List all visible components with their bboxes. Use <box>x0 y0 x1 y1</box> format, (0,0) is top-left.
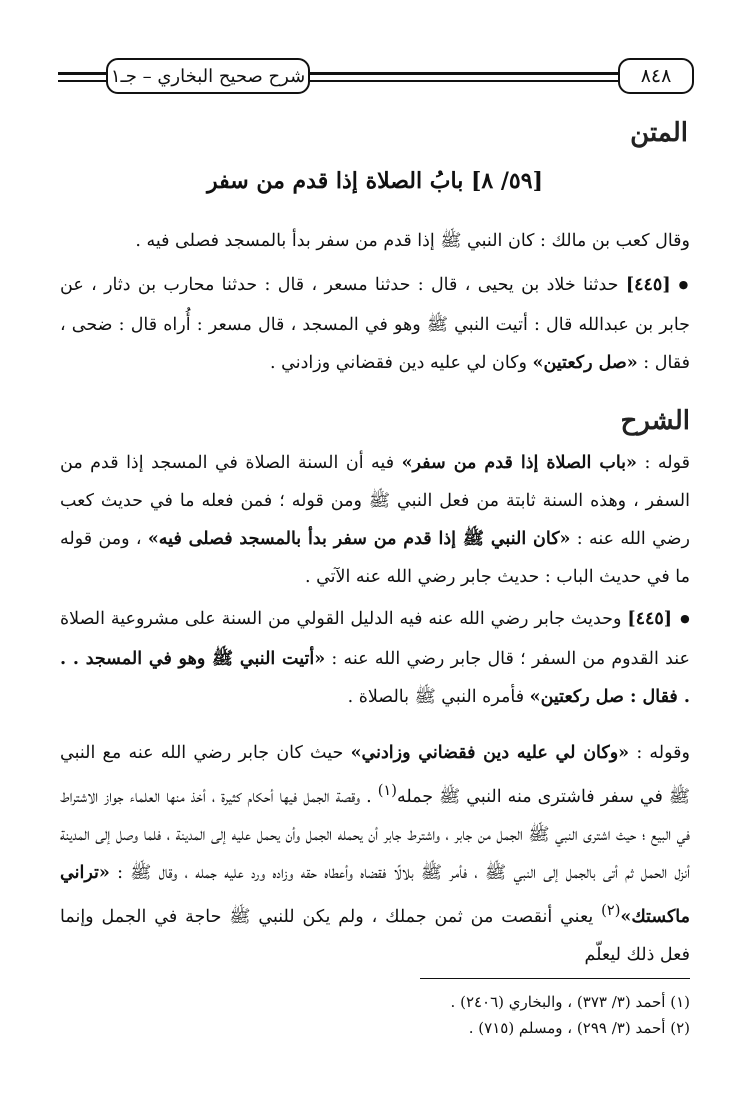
text-run: ، ومن قوله ما في حديث الباب : حديث جابر رضي الله عنه الآتي . <box>60 529 690 587</box>
hadith-quote: «صل ركعتين» <box>532 353 638 373</box>
text-run: فأمره النبي ﷺ بالصلاة . <box>347 687 530 707</box>
matn-heading: المتن <box>630 118 688 148</box>
sharh-paragraph-1 <box>60 444 690 596</box>
sharh-paragraph-3 <box>60 734 690 974</box>
quote-run: «وكان لي عليه دين فقضاني وزادني» <box>350 743 630 763</box>
text-run: وقوله : <box>629 743 690 763</box>
quote-run: «تراني ماكستك» <box>60 862 690 927</box>
page-number: ٨٤٨ <box>618 58 694 94</box>
quote-run: «أتيت النبي ﷺ وهو في المسجد . . . فقال : صل ركعتين» <box>60 649 690 707</box>
hadith-number: ● [٤٤٥] <box>626 275 690 295</box>
text-run: قوله : <box>637 453 690 473</box>
footnote-1: (١) أحمد (٣/ ٣٧٣) ، والبخاري (٢٤٠٦) . <box>450 993 690 1011</box>
text-run: يعني أنقصت من ثمن جملك ، ولم يكن للنبي ﷺ حاجة في الجمل وإنما فعل ذلك ليعلّم <box>60 906 690 965</box>
sharh-paragraph-2 <box>60 600 690 716</box>
text-run: حيث كان جابر رضي الله عنه مع النبي ﷺ في سفر فاشترى منه النبي ﷺ جمله <box>60 743 691 807</box>
text-run: . وقصة الجمل فيها أحكام كثيرة ، أخذ منها العلماء جواز الاشتراط في البيع ؛ حيث اشترى النبي ﷺ الجمل من جابر ، واشترط جابر أن يحمله الجمل وأن يحمل عليه إلى المدينة ، فلما وصل إلى المدينة أنزل الحمل ثم أتى بالجمل إلى النبي ﷺ ، فأمر ﷺ بلالًا فقضاه وأعطاه حقه وزاده ورد عليه جمله ، وقال ﷺ : <box>60 786 690 883</box>
quote-run: «كان النبي ﷺ إذا قدم من سفر بدأ بالمسجد فصلى فيه» <box>147 529 571 549</box>
text-run: وحديث جابر رضي الله عنه فيه الدليل القولي من السنة على مشروعية الصلاة عند القدوم من السفر ؛ قال جابر رضي الله عنه : <box>60 609 691 669</box>
footnote-ref: (١) <box>377 782 397 799</box>
footnote-ref: (٢) <box>601 901 621 919</box>
running-header <box>58 58 694 102</box>
hadith-text: حدثنا خلاد بن يحيى ، قال : حدثنا مسعر ، قال : حدثنا محارب بن دثار ، عن جابر بن عبدالله قال : أتيت النبي ﷺ وهو في المسجد ، قال مسعر : أُراه قال : ضحى ، فقال : <box>60 275 690 373</box>
chapter-title: [٥٩/ ٨] بابُ الصلاة إذا قدم من سفر <box>207 168 543 194</box>
footnote-separator <box>420 978 690 979</box>
quote-run: «باب الصلاة إذا قدم من سفر» <box>401 453 637 473</box>
sharh-heading: الشرح <box>620 406 690 436</box>
book-title: شرح صحيح البخاري – جـ١ <box>106 58 310 94</box>
footnote-2: (٢) أحمد (٣/ ٢٩٩) ، ومسلم (٧١٥) . <box>468 1019 690 1037</box>
hadith-number: ● [٤٤٥] <box>627 609 690 629</box>
matn-hadith <box>60 266 690 382</box>
text-run: فيه أن السنة الصلاة في المسجد إذا قدم من السفر ، وهذه السنة ثابتة من فعل النبي ﷺ ومن قوله ؛ فمن فعله ما في حديث كعب رضي الله عنه : <box>60 453 690 549</box>
matn-intro: وقال كعب بن مالك : كان النبي ﷺ إذا قدم من سفر بدأ بالمسجد فصلى فيه . <box>135 231 690 251</box>
hadith-text-end: وكان لي عليه دين فقضاني وزادني . <box>270 353 533 373</box>
